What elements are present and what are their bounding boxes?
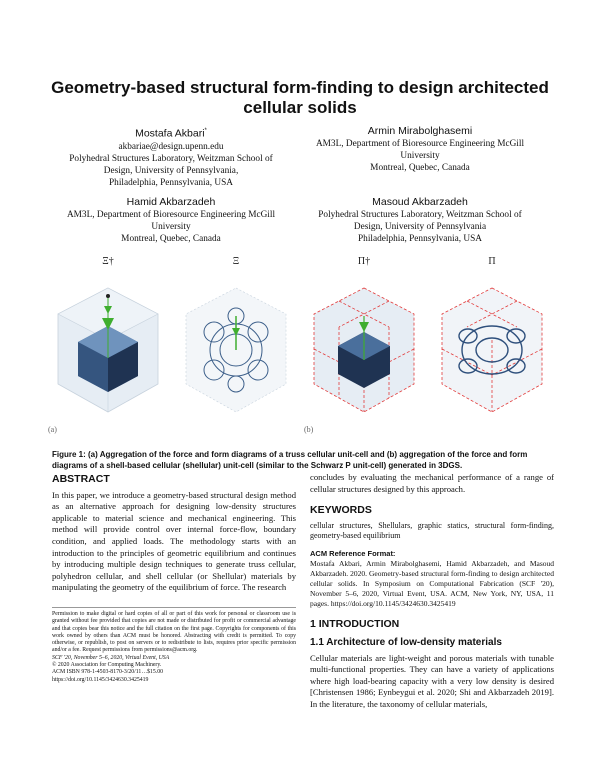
permission-notice [52,607,296,684]
panel-letter: (a) [48,425,57,434]
figure-panel-truss-form [174,256,298,434]
panel-letter: (b) [304,425,314,434]
author-block-2 [305,125,535,174]
author-affiliation: Design, University of Pennsylvania, [103,165,239,176]
left-column [52,470,296,594]
author-affiliation: Polyhedral Structures Laboratory, Weitzman School of [69,153,273,164]
author-affiliation: AM3L, Department of Bioresource Engineering McGill [315,139,525,149]
figure-panel-shellular-form [430,256,554,434]
figure-1 [46,256,554,434]
keywords-heading: KEYWORDS [310,504,372,517]
introduction-text: Cellular materials are light-weight and porous materials with tunable multi-functional properties. They can have a variety of applications where high load-bearing capacity with a very low density is desired [Christensen 1986; Eynbeygui et al. 2020; Shi and Akbarzadeh 2019]. In the literature, the taxonomy of cellular materials, [310,652,554,709]
shellular-force-illustration [302,256,426,434]
author-name: Masoud Akbarzadeh [372,196,468,208]
author-name: Mostafa Akbari* [135,127,207,140]
author-affiliation: Montreal, Quebec, Canada [370,163,470,173]
author-affiliation: Polyhedral Structures Laboratory, Weitzman School of [318,210,522,220]
author-block-1 [60,125,282,189]
author-name: Armin Mirabolghasemi [367,125,473,137]
panel-symbol: Π [488,256,496,267]
author-name: Hamid Akbarzadeh [126,196,216,208]
figure-caption [52,450,552,471]
paper-title: Geometry-based structural form-finding to design architected cellular solids [51,78,549,117]
author-affiliation: Philadelphia, Pennsylvania, USA [109,177,233,188]
permission-text: Permission to make digital or hard copies of all or part of this work for personal or classroom use is granted without fee provided that copies are not made or distributed for profit or commercial advantage and that copies bear this notice and the full citation on the first page. Copyrights for components of this work owned by others than ACM must be honored. Abstracting with credit is permitted. To copy otherwise, or republish, to post on servers or to redistribute to lists, requires prior specific permission and/or a fee. Request permissions from permissions@acm.org. [52,611,296,654]
panel-symbol: Ξ [232,256,240,267]
subsection-heading: 1.1 Architecture of low-density materials [310,636,502,648]
reference-format-text: Mostafa Akbari, Armin Mirabolghasemi, Hamid Akbarzadeh, and Masoud Akbarzadeh. 2020. Geometry-based structural form-finding to design architected cellular solids. In Symposium on Computational Fabrication (SCF '20), November 5–6, 2020, Virtual Event, USA. ACM, New York, NY, USA, 11 pages. https://doi.org/10.1145/3424630.3425419 [310,559,554,609]
abstract-heading: ABSTRACT [52,473,110,485]
abstract-text: In this paper, we introduce a geometry-based structural design method as an alternative approach for designing low-density structures applicable to material science and mechanical engineering. This method will provide control over internal force-flow, boundary condition, and applied loads. The methodology starts with an introduction to the principles of geometric equilibrium and continues by introducing multiple design techniques to generate truss cellular, polyhedron cellular, and shell cellular (or Shellular) materials by manipulating the geometry of the equilibrium of force. The research [52,489,296,593]
doi-line[interactable]: https://doi.org/10.1145/3424630.3425419 [52,676,149,683]
caption-label: Figure 1: [52,450,86,459]
author-affiliation: Philadelphia, Pennsylvania, USA [358,234,482,244]
author-email: akbariae@design.upenn.edu [118,141,224,152]
introduction-heading: 1 INTRODUCTION [310,618,400,631]
figure-panel-truss-force [46,256,170,434]
truss-cube-illustration [46,256,170,434]
venue-line: SCF '20, November 5–6, 2020, Virtual Event, USA [52,654,170,661]
right-column [310,472,554,711]
author-affiliation: University [151,222,191,232]
author-affiliation: Design, University of Pennsylvania [353,222,487,232]
author-affiliation: University [400,151,440,161]
figure-panel-shellular-force [302,256,426,434]
panel-symbol: Π† [357,256,371,267]
author-affiliation: Montreal, Quebec, Canada [121,234,221,244]
author-block-4 [305,196,535,245]
abstract-continued: concludes by evaluating the mechanical performance of a range of cellular structures designed by this approach. [310,472,554,494]
author-block-3 [60,196,282,245]
reference-format-heading: ACM Reference Format: [310,548,396,558]
panel-symbol: Ξ† [102,256,114,267]
shellular-form-illustration [430,256,554,434]
keywords-text: cellular structures, Shellulars, graphic statics, structural form-finding, geometry-based equilibrium [310,520,554,541]
truss-lattice-illustration [174,256,298,434]
isbn-line: ACM ISBN 978-1-4503-8170-3/20/11…$15.00 [52,669,164,676]
caption-text: (a) Aggregation of the force and form diagrams of a truss cellular unit-cell and (b) aggregation of the force and form diagrams of a shell-based cellular (shellular) unit-cell (similar to the Schwarz P unit-cell) generated in 3DGS. [52,450,528,470]
author-affiliation: AM3L, Department of Bioresource Engineering McGill [66,210,276,220]
copyright-line: © 2020 Association for Computing Machinery. [52,662,162,669]
